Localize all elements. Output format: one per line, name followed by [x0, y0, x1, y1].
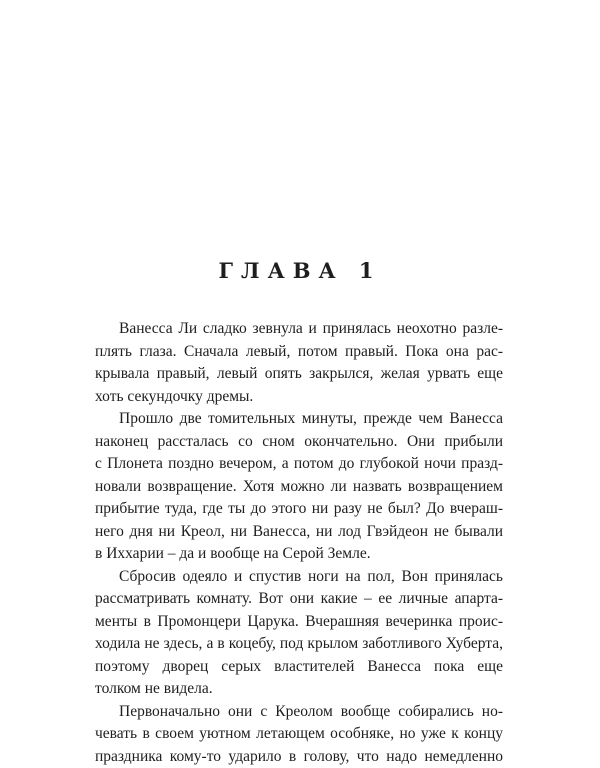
- text-line: Сбросив одеяло и спустив ноги на пол, Вон принялась: [95, 566, 503, 589]
- paragraph: [95, 701, 503, 768]
- text-line: праздника кому-то ударило в голову, что надо немедленно: [95, 746, 503, 768]
- text-line: крывала правый, левый опять закрылся, желая урвать еще: [95, 363, 503, 386]
- text-line: прибытие туда, где ты до этого ни разу не был? До вчераш-: [95, 498, 503, 521]
- text-line: хоть секундочку дремы.: [95, 386, 503, 409]
- paragraph: [95, 408, 503, 566]
- text-line: чевать в своем уютном летающем особняке, но уже к концу: [95, 723, 503, 746]
- text-line: Первоначально они с Креолом вообще собирались но-: [95, 701, 503, 724]
- text-line: толком не видела.: [95, 678, 503, 701]
- text-line: в Иххарии – да и вообще на Серой Земле.: [95, 543, 503, 566]
- chapter-title: ГЛАВА 1: [0, 258, 600, 283]
- text-line: плять глаза. Сначала левый, потом правый. Пока она рас-: [95, 341, 503, 364]
- text-line: ходила не здесь, а в коцебу, под крылом заботливого Хуберта,: [95, 633, 503, 656]
- text-line: Ванесса Ли сладко зевнула и принялась неохотно разле-: [95, 318, 503, 341]
- text-line: поэтому дворец серых властителей Ванесса пока еще: [95, 656, 503, 679]
- text-line: новали возвращение. Хотя можно ли назвать возвращением: [95, 476, 503, 499]
- text-line: Прошло две томительных минуты, прежде чем Ванесса: [95, 408, 503, 431]
- text-line: рассматривать комнату. Вот они какие – ее личные апарта-: [95, 588, 503, 611]
- text-line: менты в Промонцери Царука. Вчерашняя вечеринка проис-: [95, 611, 503, 634]
- paragraph: [95, 318, 503, 408]
- text-line: него дня ни Креол, ни Ванесса, ни лод Гвэйдеон не бывали: [95, 521, 503, 544]
- text-line: с Плонета поздно вечером, а потом до глубокой ночи празд-: [95, 453, 503, 476]
- text-line: наконец рассталась со сном окончательно. Они прибыли: [95, 431, 503, 454]
- chapter-text: [95, 318, 503, 768]
- paragraph: [95, 566, 503, 701]
